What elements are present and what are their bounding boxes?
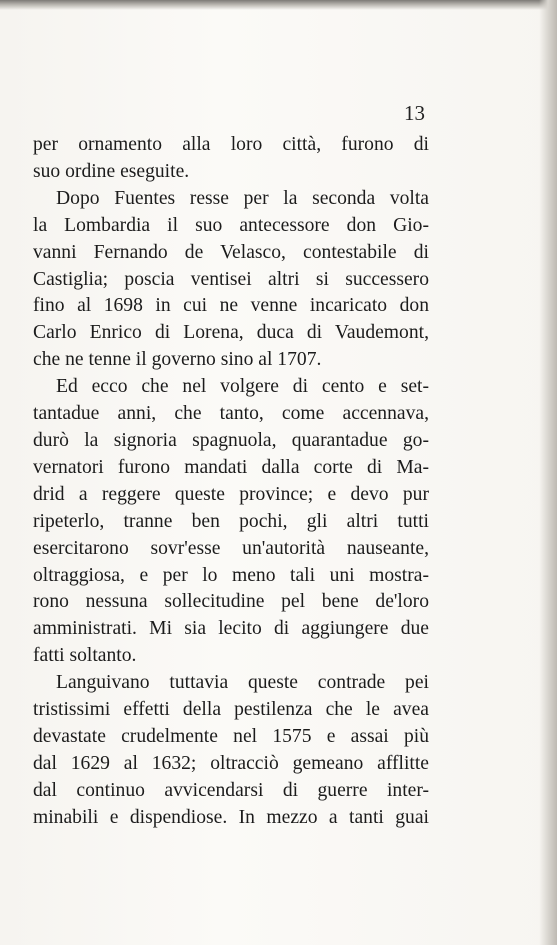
text-line: devastate crudelmente nel 1575 e assai più	[33, 725, 429, 747]
text-line: Dopo Fuentes resse per la seconda volta	[56, 187, 429, 209]
text-line: Carlo Enrico di Lorena, duca di Vaudemont,	[33, 322, 429, 344]
text-line: ripeterlo, tranne ben pochi, gli altri tutti	[33, 510, 429, 532]
text-line: amministrati. Mi sia lecito di aggiungere due	[33, 618, 429, 640]
text-line: oltraggiosa, e per lo meno tali uni mostra-	[33, 564, 429, 586]
text-line: drid a reggere queste province; e devo pur	[33, 483, 429, 505]
text-line: dal continuo avvicendarsi di guerre inter-	[33, 779, 429, 801]
text-line: tantadue anni, che tanto, come accennava,	[33, 403, 429, 425]
paragraph	[33, 670, 429, 831]
text-line: per ornamento alla loro città, furono di	[33, 134, 429, 155]
text-line: dal 1629 al 1632; oltracciò gemeano afflitte	[33, 752, 429, 774]
paragraph	[33, 186, 429, 374]
text-line: minabili e dispendiose. In mezzo a tanti guai	[33, 806, 429, 828]
text-line: Castiglia; poscia ventisei altri si successero	[33, 268, 429, 290]
text-line: esercitarono sovr'esse un'autorità nauseante,	[33, 537, 429, 559]
text-line: durò la signoria spagnuola, quarantadue go-	[33, 429, 429, 451]
paragraph	[33, 132, 429, 186]
text-line: vernatori furono mandati dalla corte di Ma-	[33, 456, 429, 478]
text-line: fino al 1698 in cui ne venne incaricato don	[33, 295, 429, 317]
text-line: rono nessuna sollecitudine pel bene de'loro	[33, 591, 429, 613]
text-line: Languivano tuttavia queste contrade pei	[56, 672, 429, 694]
text-line: tristissimi effetti della pestilenza che le avea	[33, 699, 429, 721]
text-line: Ed ecco che nel volgere di cento e set-	[56, 376, 429, 398]
text-line: fatti soltanto.	[33, 645, 137, 667]
paragraph	[33, 374, 429, 670]
page-number: 13	[404, 101, 425, 125]
text-line: che ne tenne il governo sino al 1707.	[33, 349, 322, 371]
scan-top-shadow	[0, 0, 557, 10]
page-edge-shadow	[539, 0, 557, 945]
text-line: suo ordine eseguite.	[33, 160, 190, 182]
text-line: vanni Fernando de Velasco, contestabile di	[33, 241, 429, 263]
text-line: la Lombardia il suo antecessore don Gio-	[33, 214, 429, 236]
body-text	[33, 132, 429, 832]
